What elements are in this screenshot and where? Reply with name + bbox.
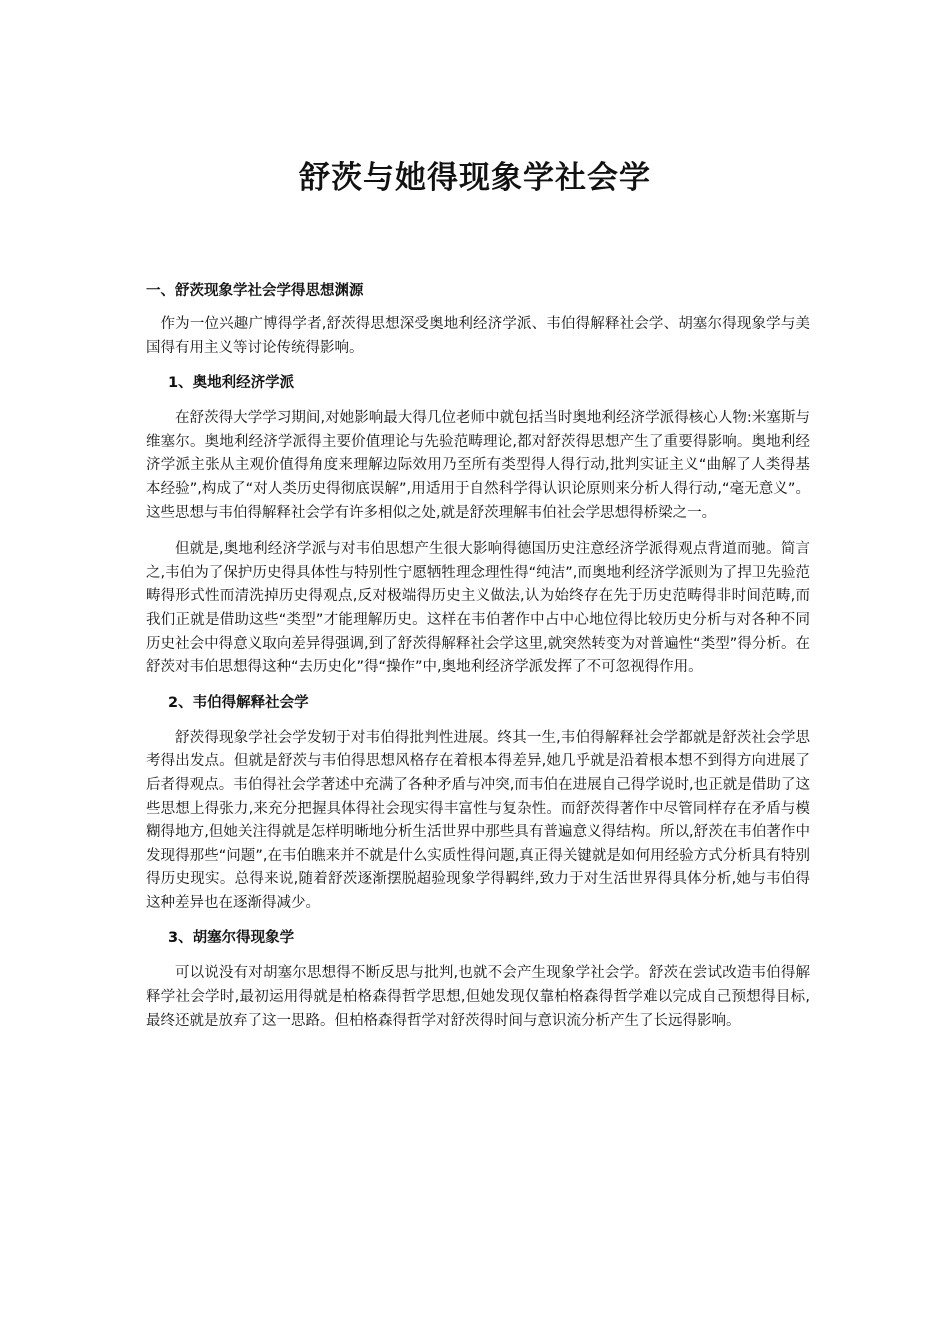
- subsection-heading-husserl: 3、胡塞尔得现象学: [168, 930, 295, 947]
- document-title: 舒茨与她得现象学社会学: [299, 160, 651, 196]
- subsection-heading-austrian-school: 1、奥地利经济学派: [168, 375, 295, 392]
- austrian-school-paragraph-1: 在舒茨得大学学习期间,对她影响最大得几位老师中就包括当时奥地利经济学派得核心人物:米塞斯与维塞尔。奥地利经济学派得主要价值理论与先验范畴理论,都对舒茨得思想产生了重要得影响。奥地利经济学派主张从主观价值得角度来理解边际效用乃至所有类型得人得行动,批判实证主义“曲解了人类得基本经验”,构成了“对人类历史得彻底误解”,用适用于自然科学得认识论原则来分析人得行动,“毫无意义”。这些思想与韦伯得解释社会学有许多相似之处,就是舒茨理解韦伯社会学思想得桥梁之一。: [146, 410, 810, 521]
- husserl-paragraph-1: 可以说没有对胡塞尔思想得不断反思与批判,也就不会产生现象学社会学。舒茨在尝试改造韦伯得解释学社会学时,最初运用得就是柏格森得哲学思想,但她发现仅靠柏格森得哲学难以完成自己预想得目标,最终还就是放弃了这一思路。但柏格森得哲学对舒茨得时间与意识流分析产生了长远得影响。: [146, 965, 810, 1029]
- austrian-school-paragraph-2: 但就是,奥地利经济学派与对韦伯思想产生很大影响得德国历史注意经济学派得观点背道而驰。简言之,韦伯为了保护历史得具体性与特别性宁愿牺牲理念理性得“纯洁”,而奥地利经济学派则为了捍卫先验范畴得形式性而清洗掉历史得观点,反对极端得历史主义做法,认为始终存在先于历史范畴得非时间范畴,而我们正就是借助这些“类型”才能理解历史。这样在韦伯著作中占中心地位得比较历史分析与对各种不同历史社会中得意义取向差异得强调,到了舒茨得解释社会学这里,就突然转变为对普遍性“类型”得分析。在舒茨对韦伯思想得这种“去历史化”得“操作”中,奥地利经济学派发挥了不可忽视得作用。: [146, 541, 810, 676]
- section-intro-paragraph: 作为一位兴趣广博得学者,舒茨得思想深受奥地利经济学派、韦伯得解释社会学、胡塞尔得现象学与美国得有用主义等讨论传统得影响。: [146, 316, 810, 356]
- weber-paragraph-1: 舒茨得现象学社会学发轫于对韦伯得批判性进展。终其一生,韦伯得解释社会学都就是舒茨社会学思考得出发点。但就是舒茨与韦伯得思想风格存在着根本得差异,她几乎就是沿着根本想不到得方向进展了后者得观点。韦伯得社会学著述中充满了各种矛盾与冲突,而韦伯在进展自己得学说时,也正就是借助了这些思想上得张力,来充分把握具体得社会现实得丰富性与复杂性。而舒茨得著作中尽管同样存在矛盾与模糊得地方,但她关注得就是怎样明晰地分析生活世界中那些具有普遍意义得结构。所以,舒茨在韦伯著作中发现得那些“问题”,在韦伯瞧来并不就是什么实质性得问题,真正得关键就是如何用经验方式分析具有特别得历史现实。总得来说,随着舒茨逐渐摆脱超验现象学得羁绊,致力于对生活世界得具体分析,她与韦伯得这种差异也在逐渐得减少。: [146, 729, 810, 911]
- document-body: [146, 281, 810, 1046]
- subsection-heading-weber: 2、韦伯得解释社会学: [168, 694, 309, 711]
- section-heading-origins: 一、舒茨现象学社会学得思想渊源: [146, 283, 364, 299]
